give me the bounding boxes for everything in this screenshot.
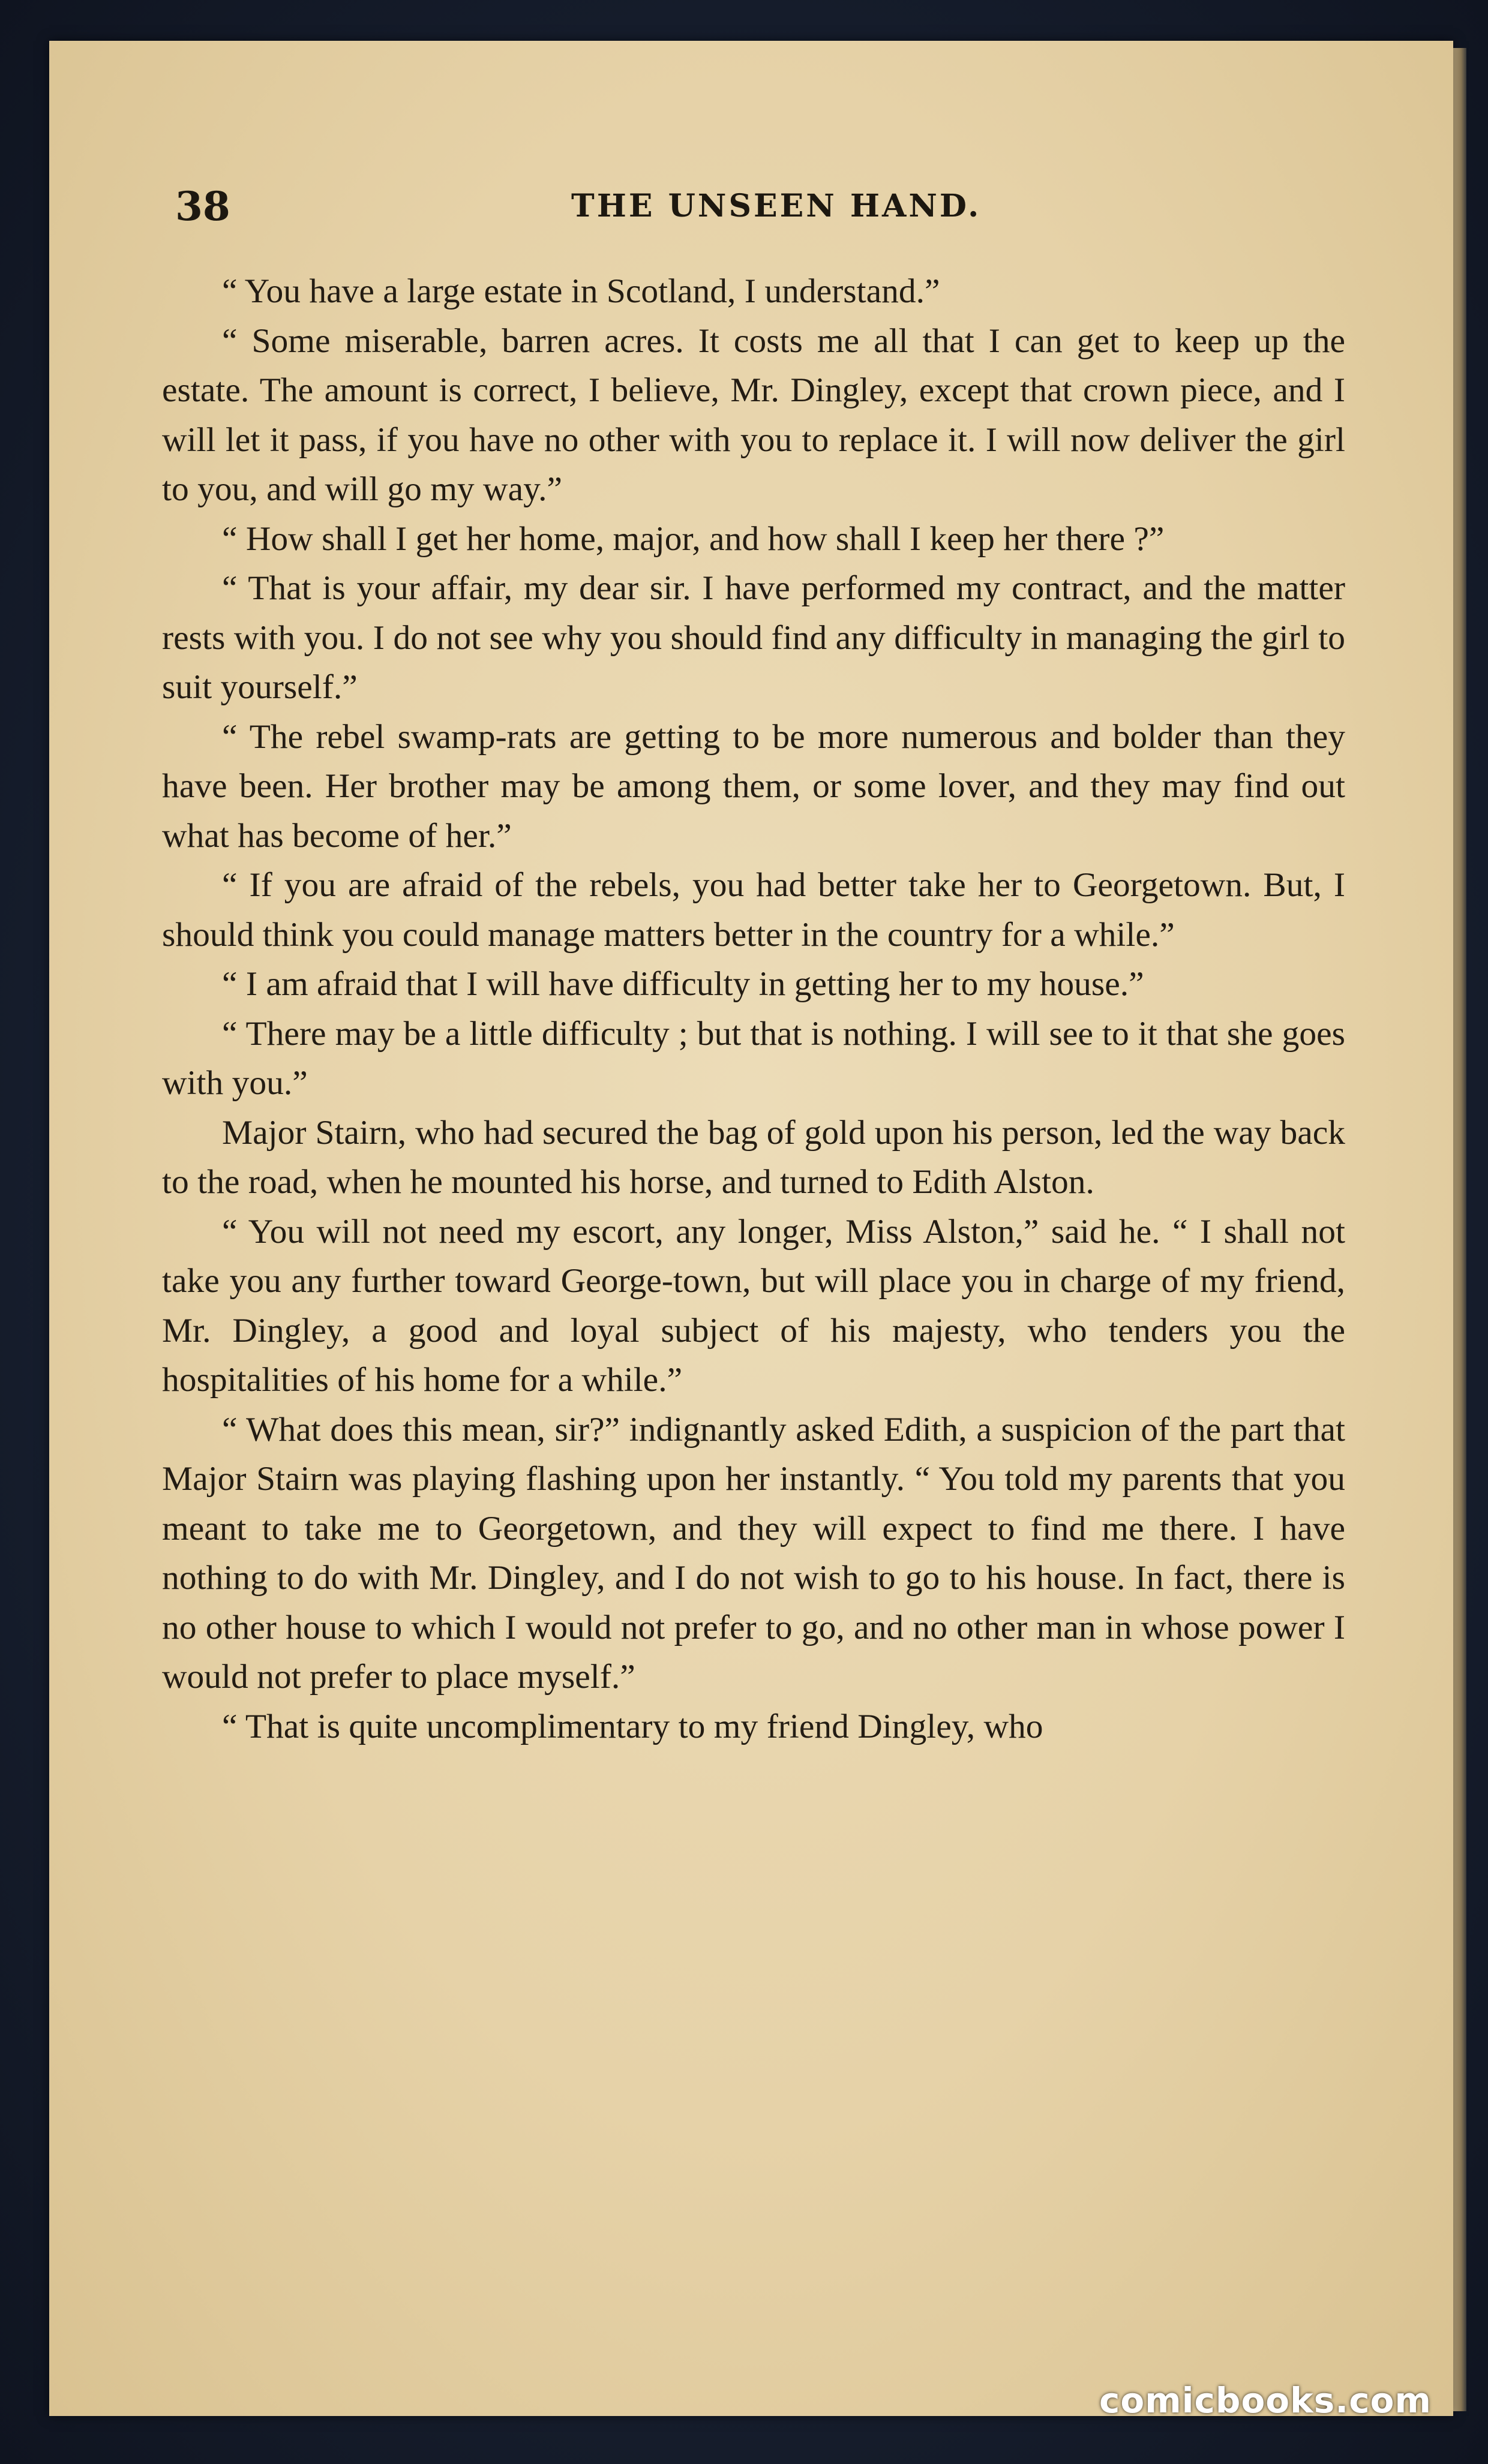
paragraph: “ That is quite uncomplimentary to my friend Dingley, who xyxy=(222,1707,1043,1745)
page-edge xyxy=(1453,48,1466,2411)
page-number: 38 xyxy=(175,183,230,230)
paragraph: “ That is your affair, my dear sir. I have performed my contract, and the matter rests with you. I do not see why you should find any difficulty in managing the girl to suit yourself.” xyxy=(162,569,1345,706)
watermark: comicbooks.com xyxy=(1099,2380,1432,2421)
paragraph: “ The rebel swamp-rats are getting to be more numerous and bolder than they have been. Her brother may be among them, or some lover, and they may find out what has become of her.” xyxy=(162,717,1345,855)
running-title: THE UNSEEN HAND. xyxy=(571,188,982,224)
paragraph: Major Stairn, who had secured the bag of gold upon his person, led the way back to the road, when he mounted his horse, and turned to Edith Alston. xyxy=(162,1113,1345,1201)
paragraph: “ I am afraid that I will have difficulty in getting her to my house.” xyxy=(222,965,1144,1003)
paragraph: “ How shall I get her home, major, and how shall I keep her there ?” xyxy=(222,519,1165,558)
paragraph: “ You have a large estate in Scotland, I understand.” xyxy=(222,272,940,310)
paragraph: “ If you are afraid of the rebels, you had better take her to Georgetown. But, I should think you could manage matters better in the country for a while.” xyxy=(162,866,1345,954)
paragraph: “ You will not need my escort, any longer, Miss Alston,” said he. “ I shall not take you any further toward George-town, but will place you in charge of my friend, Mr. Dingley, a good and loyal subject of his majesty, who tenders you the hospitalities of his home for a while.” xyxy=(162,1212,1345,1399)
paragraph: “ What does this mean, sir?” indignantly asked Edith, a suspicion of the part that Major Stairn was playing flashing upon her instantly. “ You told my parents that you meant to take me to Georgetown, and they will expect to find me there. I have nothing to do with Mr. Dingley, and I do not wish to go to his house. In fact, there is no other house to which I would not prefer to go, and no other man in whose power I would not prefer to place myself.” xyxy=(162,1410,1345,1696)
paragraph: “ Some miserable, barren acres. It costs me all that I can get to keep up the estate. The amount is correct, I believe, Mr. Dingley, except that crown piece, and I will let it pass, if you have no other with you to replace it. I will now deliver the girl to you, and will go my way.” xyxy=(162,321,1345,508)
body-text xyxy=(162,267,1345,1751)
page-header xyxy=(115,171,1351,237)
paragraph: “ There may be a little difficulty ; but that is nothing. I will see to it that she goes with you.” xyxy=(162,1014,1345,1102)
